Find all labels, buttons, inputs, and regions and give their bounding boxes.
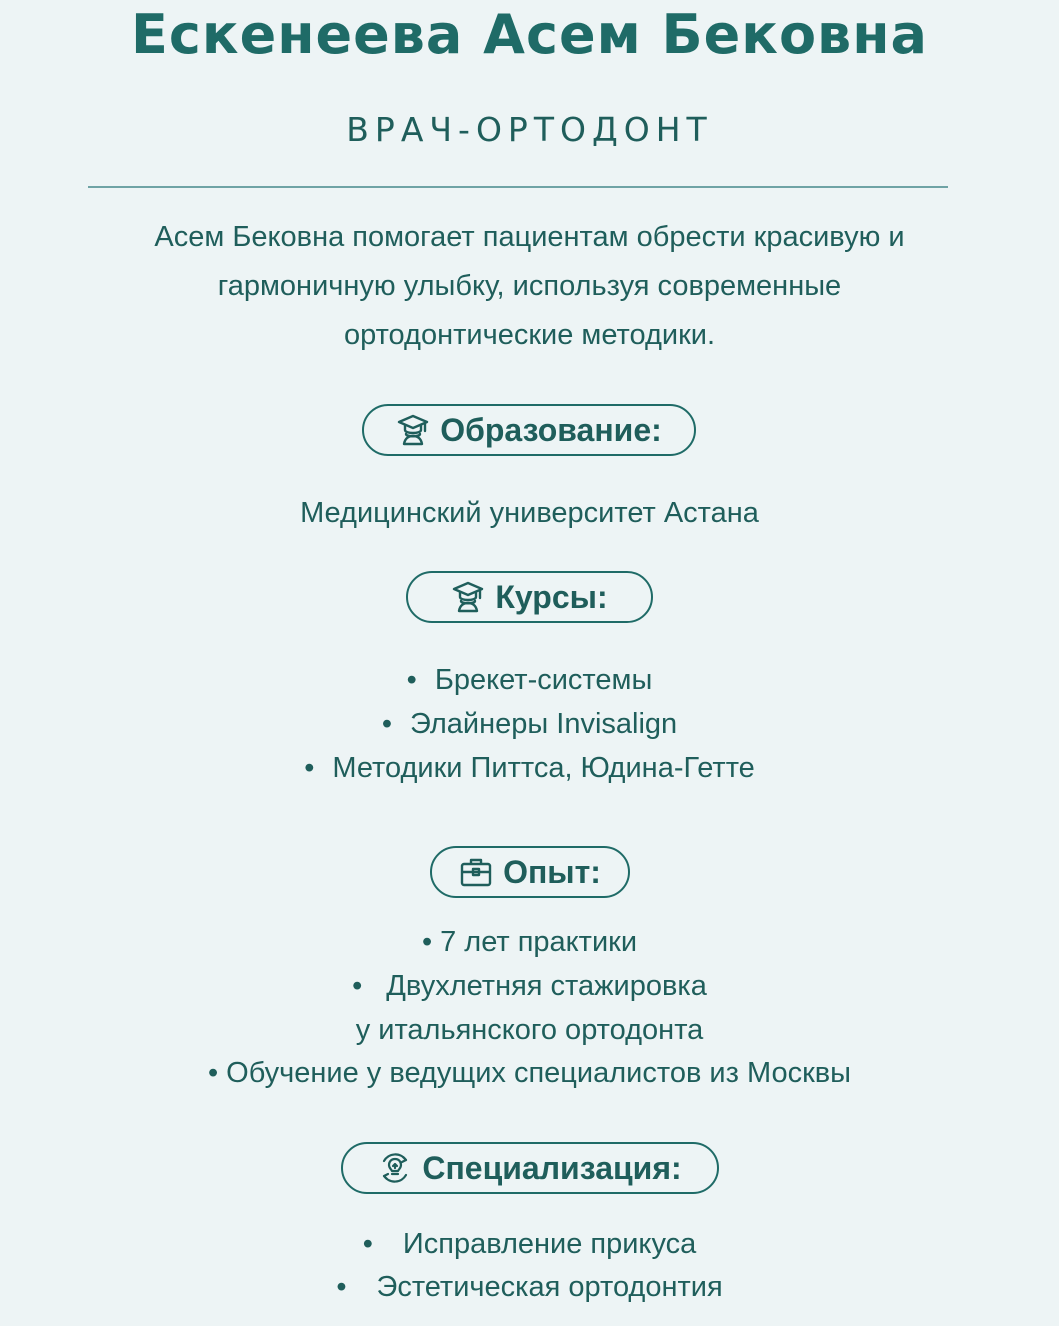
bullet: • (207, 1057, 219, 1089)
experience-heading: Опыт: (503, 853, 601, 890)
experience-heading-pill (430, 846, 630, 898)
graduate-icon (451, 580, 485, 614)
bullet: • (352, 970, 363, 1002)
doctor-name: Ескенеева Асем Бековна (131, 3, 928, 66)
bullet: • (362, 1228, 373, 1260)
education-text: Медицинский университет Астана (300, 497, 759, 529)
specialization-item: Исправление прикуса (402, 1228, 697, 1260)
courses-heading-pill (406, 571, 653, 623)
bullet: • (381, 708, 392, 740)
list-item (0, 966, 1059, 1006)
courses-heading: Курсы: (495, 578, 608, 615)
graduate-icon (396, 413, 430, 447)
list-item (0, 1053, 1059, 1093)
list-item (0, 1224, 1059, 1264)
education-heading: Образование: (440, 411, 662, 448)
bullet: • (406, 664, 417, 696)
list-item (0, 704, 1059, 744)
bullet: • (304, 752, 315, 784)
experience-item: Двухлетняя стажировка (386, 970, 707, 1002)
list-item (0, 922, 1059, 962)
course-item: Элайнеры Invisalign (409, 708, 678, 740)
lightbulb-cycle-icon (378, 1151, 412, 1185)
list-item (0, 1267, 1059, 1307)
list-item (0, 660, 1059, 700)
divider (88, 186, 948, 188)
doctor-intro: Асем Бековна помогает пациентам обрести красивую и гармоничную улыбку, используя современные ортодонтические методики. (154, 221, 905, 351)
bullet: • (421, 926, 433, 958)
course-item: Методики Питтса, Юдина-Гетте (332, 752, 755, 784)
education-heading-pill (362, 404, 696, 456)
list-item (0, 748, 1059, 788)
doctor-position: ВРАЧ-ОРТОДОНТ (346, 110, 713, 149)
specialization-heading: Специализация: (422, 1149, 682, 1186)
specialization-item: Эстетическая ортодонтия (376, 1271, 723, 1303)
briefcase-icon (459, 855, 493, 889)
course-item: Брекет-системы (434, 664, 653, 696)
experience-item: 7 лет практики (440, 926, 638, 958)
experience-item: Обучение у ведущих специалистов из Москвы (226, 1057, 852, 1089)
bullet: • (336, 1271, 347, 1303)
list-item-continuation: у итальянского ортодонта (355, 1014, 704, 1046)
specialization-heading-pill (341, 1142, 719, 1194)
